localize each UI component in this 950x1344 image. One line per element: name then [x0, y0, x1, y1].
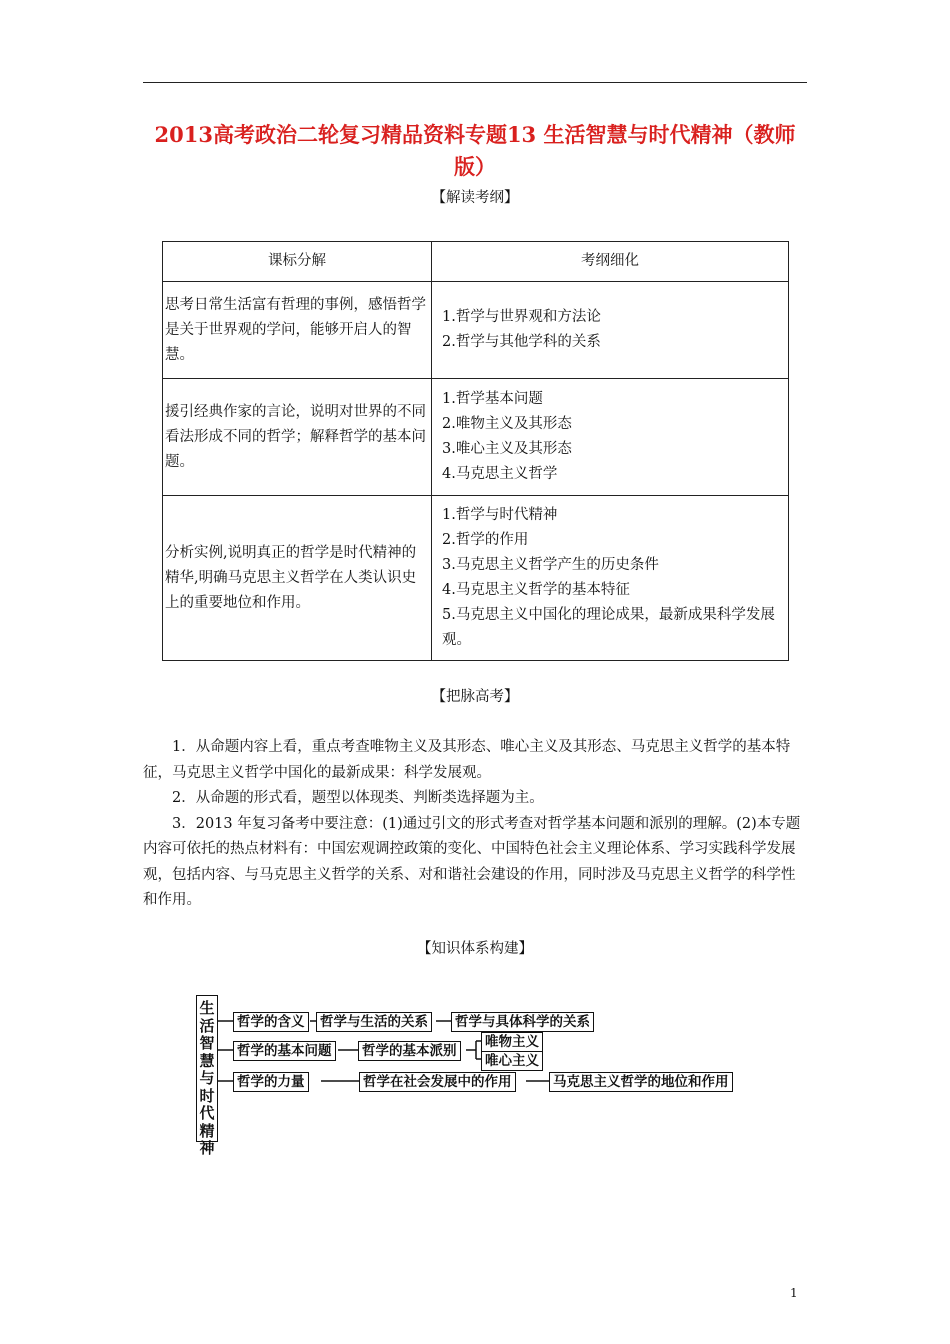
map-root-char: 代	[199, 1104, 215, 1122]
table-row	[163, 379, 789, 496]
map-node: 哲学的含义	[233, 1012, 309, 1032]
table-row	[163, 282, 789, 379]
list-item: 1.哲学与世界观和方法论	[442, 309, 601, 325]
table-cell: 思考日常生活富有哲理的事例，感悟哲学是关于世界观的学问，能够开启人的智慧。	[163, 282, 432, 379]
exam-analysis	[143, 735, 807, 914]
list-item: 1.哲学基本问题	[442, 391, 543, 407]
paragraph: 1．从命题内容上看，重点考查唯物主义及其形态、唯心主义及其形态、马克思主义哲学的基本特征，马克思主义哲学中国化的最新成果：科学发展观。	[143, 739, 791, 781]
map-node: 哲学在社会发展中的作用	[359, 1072, 516, 1092]
section-heading-outline: 【解读考纲】	[431, 190, 519, 206]
table-header: 课标分解	[163, 242, 432, 282]
table-header: 考纲细化	[432, 242, 789, 282]
list-item: 2.哲学与其他学科的关系	[442, 334, 601, 350]
map-root-char: 智	[199, 1034, 215, 1052]
table-cell	[432, 496, 789, 661]
table-cell	[432, 282, 789, 379]
map-root-char: 神	[199, 1139, 215, 1157]
list-item: 4.马克思主义哲学的基本特征	[442, 582, 630, 598]
table-row	[163, 496, 789, 661]
page-number: 1	[790, 1286, 798, 1300]
map-node: 哲学的基本派别	[358, 1041, 461, 1061]
document-title: 2013高考政治二轮复习精品资料专题13 生活智慧与时代精神（教师版）	[154, 122, 796, 179]
list-item: 2.哲学的作用	[442, 532, 529, 548]
table-cell: 分析实例,说明真正的哲学是时代精神的精华,明确马克思主义哲学在人类认识史上的重要地位和作用。	[163, 496, 432, 661]
map-node: 马克思主义哲学的地位和作用	[549, 1072, 733, 1092]
map-node: 哲学与具体科学的关系	[451, 1012, 594, 1032]
list-item: 3.唯心主义及其形态	[442, 441, 572, 457]
map-node: 唯心主义	[481, 1051, 543, 1071]
map-root-char: 时	[199, 1086, 215, 1105]
section-heading-knowledge: 【知识体系构建】	[417, 941, 533, 957]
list-item: 5.马克思主义中国化的理论成果，最新成果科学发展观。	[442, 607, 775, 648]
map-root-char: 与	[199, 1069, 215, 1087]
map-root-char: 精	[199, 1121, 215, 1140]
map-root-char: 慧	[199, 1051, 215, 1070]
map-root	[196, 995, 218, 1157]
list-item: 3.马克思主义哲学产生的历史条件	[442, 557, 659, 573]
outline-table	[162, 241, 789, 661]
table-cell	[432, 379, 789, 496]
paragraph: 3．2013 年复习备考中要注意：(1)通过引文的形式考查对哲学基本问题和派别的理解。(2)本专题内容可依托的热点材料有：中国宏观调控政策的变化、中国特色社会主义理论体系、学习实践科学发展观，包括内容、与马克思主义哲学的关系、对和谐社会建设的作用，同时涉及马克思主义哲学的科学性和作用。	[143, 815, 801, 908]
map-node: 哲学的基本问题	[233, 1041, 336, 1061]
section-heading-exam: 【把脉高考】	[431, 689, 519, 705]
map-root-char: 生	[199, 999, 215, 1017]
paragraph: 2．从命题的形式看，题型以体现类、判断类选择题为主。	[172, 790, 544, 806]
list-item: 1.哲学与时代精神	[442, 507, 558, 523]
map-node: 唯物主义	[481, 1032, 543, 1052]
top-rule	[143, 82, 807, 83]
knowledge-map	[196, 995, 766, 1157]
map-node: 哲学与生活的关系	[316, 1012, 432, 1032]
table-header-row	[163, 242, 789, 282]
list-item: 4.马克思主义哲学	[442, 466, 558, 482]
list-item: 2.唯物主义及其形态	[442, 416, 572, 432]
map-node: 哲学的力量	[233, 1072, 309, 1092]
map-root-char: 活	[199, 1016, 215, 1035]
table-cell: 援引经典作家的言论，说明对世界的不同看法形成不同的哲学；解释哲学的基本问题。	[163, 379, 432, 496]
